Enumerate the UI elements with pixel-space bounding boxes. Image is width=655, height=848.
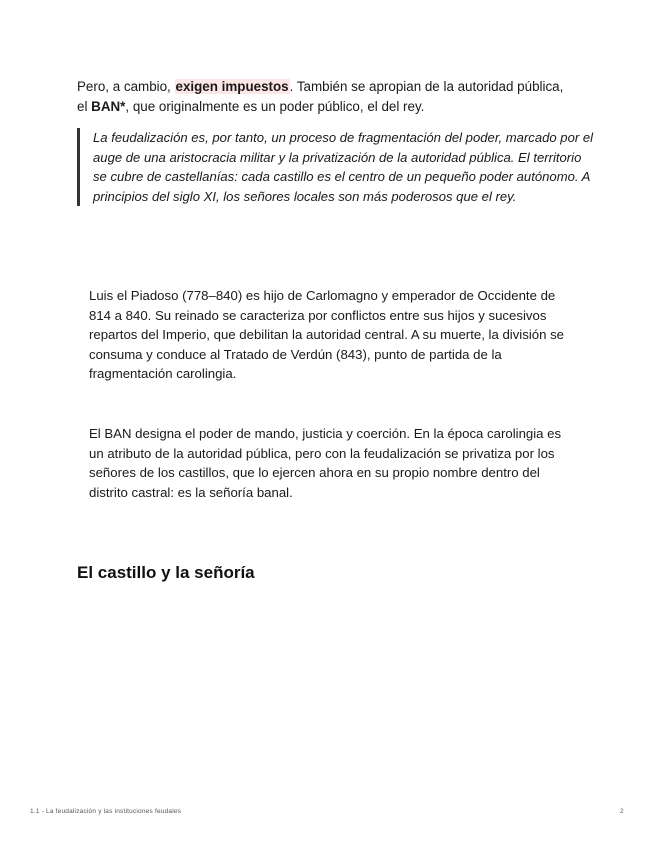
ban-term: BAN* [91, 99, 126, 114]
ban-definition-note: El BAN designa el poder de mando, justicia y coerción. En la época carolingia es un atributo de la autoridad pública, pero con la feudalización se privatiza por los señores de los castillos, que lo ejercen ahora en su propio nombre dentro del distrito castral: es la señoría banal. [89, 426, 562, 500]
page-number: 2 [620, 808, 624, 815]
footer-title: 1.1 - La feudalización y las instituciones feudales [30, 808, 182, 815]
luis-el-piadoso-note: Luis el Piadoso (778–840) es hijo de Carlomagno y emperador de Occidente de 814 a 840. Su reinado se caracteriza por conflictos entre sus hijos y sucesivos repartos del Imperio, que debilitan la autoridad central. A su muerte, la división se consuma y conduce al Tratado de Verdún (843), punto de partida de la fragmentación carolingia. [89, 288, 565, 382]
intro-text-middle: . También se apropian de la autoridad pública, el [77, 79, 564, 114]
highlighted-term: exigen impuestos [175, 79, 289, 94]
summary-blockquote: La feudalización es, por tanto, un proceso de fragmentación del poder, marcado por el auge de una aristocracia militar y la privatización de la autoridad pública. El territorio se cubre de castellanías: cada castillo es el centro de un pequeño poder autónomo. A principios del siglo XI, los señores locales son más poderosos que el rey. [77, 128, 598, 206]
intro-paragraph [77, 77, 577, 117]
section-heading: El castillo y la señoría [77, 563, 255, 582]
intro-text-before: Pero, a cambio, [77, 79, 175, 94]
intro-text-after: , que originalmente es un poder público, el del rey. [125, 99, 425, 114]
